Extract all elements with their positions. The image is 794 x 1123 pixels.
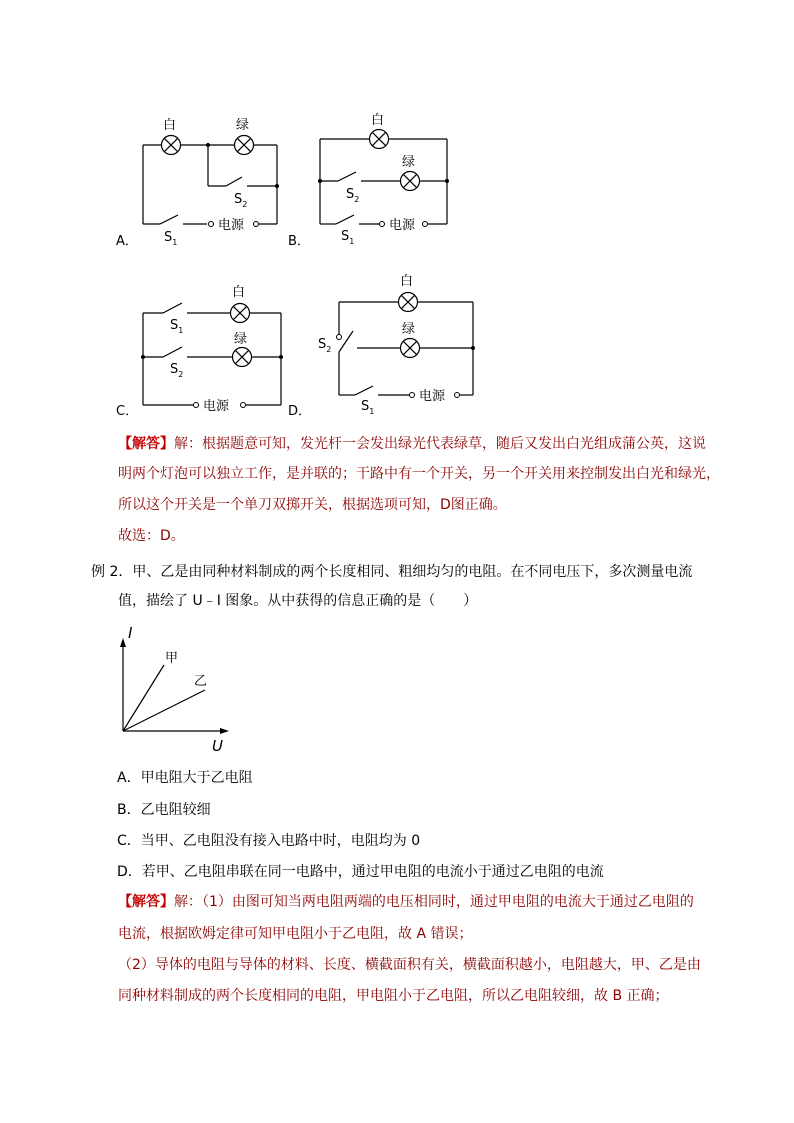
answer2-line1 [118, 893, 694, 911]
x-axis-label: U [212, 737, 223, 755]
answer1-line2: 明两个灯泡可以独立工作，是并联的；干路中有一个开关，另一个开关用来控制发出白光和绿光， [118, 466, 720, 482]
x-axis-arrow [220, 728, 229, 734]
label-lv: 绿 [236, 118, 250, 133]
label-power: 电源 [419, 389, 446, 404]
label-s1: $S_1$ [361, 399, 375, 416]
line-yi-label: 乙 [194, 674, 208, 689]
y-axis-label: I [128, 624, 133, 642]
line-jia-label: 甲 [165, 651, 179, 666]
answer1-text1: 解：根据题意可知，发光杆一会发出绿光代表绿草，随后又发出白光组成蒲公英，这说 [174, 436, 706, 452]
label-bai: 白 [232, 285, 246, 300]
label-lv: 绿 [234, 332, 248, 347]
label-s1: $S_1$ [170, 318, 184, 335]
answer1-tag: 【解答】 [118, 436, 174, 452]
answer1-line3: 所以这个开关是一个单刀双掷开关，根据选项可知，D图正确。 [118, 497, 507, 513]
label-lv: 绿 [402, 155, 416, 170]
label-power: 电源 [389, 218, 416, 233]
answer2-line4: 同种材料制成的两个长度相同的电阻，甲电阻小于乙电阻，所以乙电阻较细，故 B 正确； [118, 988, 669, 1004]
answer2-tag: 【解答】 [118, 894, 174, 910]
option-a: A．甲电阻大于乙电阻 [117, 770, 253, 786]
y-axis-arrow [120, 638, 126, 647]
option-d: D．若甲、乙电阻串联在同一电路中，通过甲电阻的电流小于通过乙电阻的电流 [117, 864, 604, 880]
label-power: 电源 [203, 399, 230, 414]
label-bai: 白 [371, 113, 385, 128]
label-lv: 绿 [402, 322, 416, 337]
label-s1: $S_1$ [164, 230, 178, 247]
label-s2: $S_2$ [318, 337, 332, 354]
option-d-label: D． [288, 404, 312, 419]
answer2-line2: 电流，根据欧姆定律可知甲电阻小于乙电阻，故 A 错误； [118, 926, 473, 942]
answer2-text1: 解：（1）由图可知当两电阻两端的电压相同时，通过甲电阻的电流大于通过乙电阻的 [174, 894, 694, 910]
label-power: 电源 [218, 218, 245, 233]
option-a-label: A． [116, 234, 138, 249]
label-s1: $S_1$ [341, 229, 355, 246]
option-c-label: C． [116, 404, 139, 419]
label-s2: $S_2$ [346, 187, 360, 204]
label-bai: 白 [163, 118, 177, 133]
label-bai: 白 [400, 274, 414, 289]
label-s2: $S_2$ [234, 192, 248, 209]
label-s2: $S_2$ [170, 362, 184, 379]
option-c: C．当甲、乙电阻没有接入电路中时，电阻均为 0 [117, 833, 421, 849]
option-b: B．乙电阻较细 [117, 802, 211, 818]
answer1-conclusion: 故选：D。 [118, 528, 185, 544]
example2-line2: 值，描绘了 U﹣I 图象。从中获得的信息正确的是（ ） [118, 593, 478, 609]
answer2-line3: （2）导体的电阻与导体的材料、长度、横截面积有关，横截面积越小，电阻越大，甲、乙是由 [118, 957, 701, 973]
example2-line1: 例 2．甲、乙是由同种材料制成的两个长度相同、粗细均匀的电阻。在不同电压下，多次测量电流 [91, 564, 693, 580]
option-b-label: B． [288, 234, 310, 249]
